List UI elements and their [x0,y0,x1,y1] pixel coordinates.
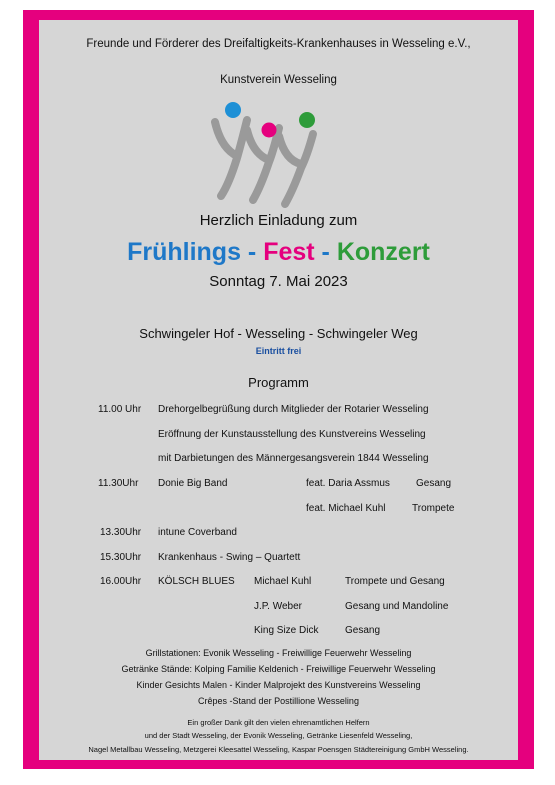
thanks-line: Nagel Metallbau Wesseling, Metzgerei Kleesattel Wesseling, Kaspar Poensgen Städtereinigung GmbH Wesseling. [88,745,469,754]
program-time: 13.30Uhr [100,527,142,538]
program-item: intune Coverband [158,527,237,538]
band-member: Michael Kuhl [254,576,312,587]
program-role: Gesang [345,625,381,636]
event-date: Sonntag 7. Mai 2023 [209,273,348,290]
program-role: Gesang und Mandoline [345,601,449,612]
title-word-fruehlings: Frühlings [127,238,241,266]
stands-line: Grillstationen: Evonik Wesseling - Freiwillige Feuerwehr Wesseling [145,648,412,658]
program-time: 11.30Uhr [98,478,139,489]
program-item: Eröffnung der Kunstausstellung des Kunstvereins Wesseling [158,429,426,440]
organizer-line: Freunde und Förderer des Dreifaltigkeits-Krankenhauses in Wesseling e.V., [86,38,471,50]
program-item: Donie Big Band [158,478,228,489]
stands-line: Getränke Stände: Kolping Familie Keldenich - Freiwillige Feuerwehr Wesseling [121,664,436,674]
title-word-fest: Fest [263,238,315,266]
program-item: Krankenhaus - Swing – Quartett [158,552,301,563]
invitation-line: Herzlich Einladung zum [199,212,358,229]
stands-line: Kinder Gesichts Malen - Kinder Malprojekt des Kunstvereins Wesseling [136,680,421,690]
program-item: KÖLSCH BLUES [158,576,235,587]
logo-stroke [215,120,247,196]
title-separator: - [240,238,264,266]
program-item: mit Darbietungen des Männergesangsverein 1844 Wesseling [158,453,429,464]
green-dot [299,112,315,128]
program-feat: feat. Daria Assmus [306,478,390,489]
pink-border-frame [23,10,534,769]
venue-line: Schwingeler Hof - Wesseling - Schwingeler Weg [139,326,418,341]
program-role: Trompete und Gesang [345,576,445,587]
program-heading: Programm [248,375,309,390]
pink-dot [262,123,277,138]
logo-stroke [247,128,279,200]
logo-stroke [279,134,313,204]
program-time: 15.30Uhr [100,552,142,563]
blue-dot [225,102,241,118]
band-member: J.P. Weber [254,601,302,612]
title-word-konzert: Konzert [336,238,430,266]
program-feat: feat. Michael Kuhl [306,503,386,514]
kunstverein-logo [207,100,327,210]
band-member: King Size Dick [254,625,319,636]
program-time: 11.00 Uhr [98,404,142,415]
stands-line: Crêpes -Stand der Postillione Wesseling [198,696,359,706]
event-title [39,238,518,267]
thanks-line: und der Stadt Wesseling, der Evonik Wesseling, Getränke Liesenfeld Wesseling, [144,731,413,740]
program-role: Trompete [412,503,455,514]
thanks-line: Ein großer Dank gilt den vielen ehrenamtlichen Helfern [187,718,370,727]
poster-panel [39,20,518,760]
entry-free-note: Eintritt frei [255,346,302,356]
title-separator: - [314,238,337,266]
program-role: Gesang [416,478,452,489]
program-item: Drehorgelbegrüßung durch Mitglieder der Rotarier Wesseling [158,404,429,415]
club-line: Kunstverein Wesseling [220,74,337,86]
program-time: 16.00Uhr [100,576,142,587]
